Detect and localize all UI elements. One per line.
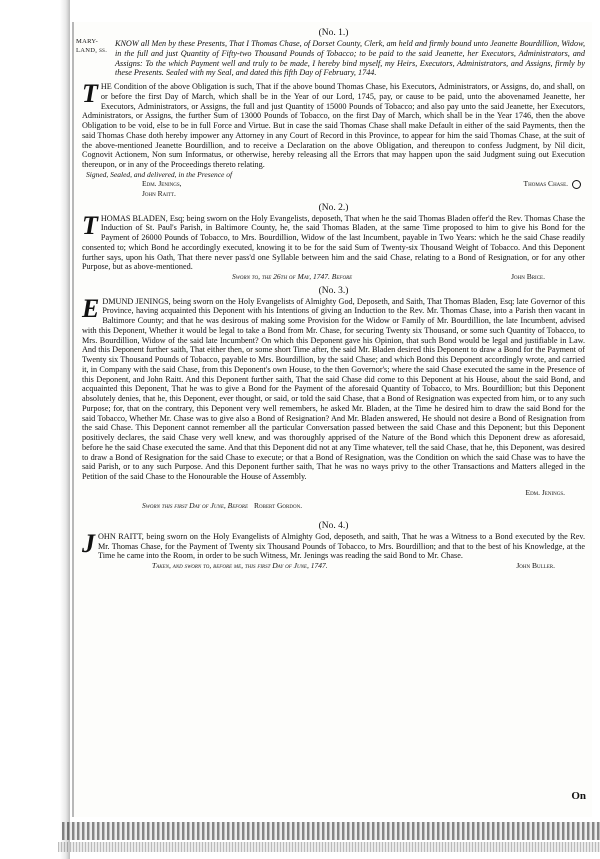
document-3-number: (No. 3.)	[318, 285, 349, 296]
witness-2: John Raitt.	[142, 189, 176, 199]
sworn-row	[82, 501, 585, 511]
page-content	[76, 28, 585, 571]
document-1	[76, 28, 585, 199]
scan-edge-shadow	[62, 822, 600, 840]
document-1-number: (No. 1.)	[318, 28, 349, 38]
witness-2-row	[82, 189, 585, 199]
document-4	[82, 521, 585, 571]
deposition-text: HOMAS BLADEN, Esq; being sworn on the Holy Evangelists, deposeth, That when he the said Thomas Bladen offer'd the Rev. Thomas Chase the Induction of St. Paul's Parish, in Baltimore County, he, the said Thomas Bladen, at the same Time proposed to him to give his Bond for the Payment of 26000 Pounds of Tobacco, to Mrs. Bourdillion, Widow of the last Incumbent, payable in Two Years: which he the said Chase readily consented to; which Bond he accordingly executed, knowing it to be for the said Sum of Twenty-six Thousand Weight of Tobacco. And this Deponent further says, upon his Oath, That there never pass'd one Syllable between him and the said Chase, relating to a Bond of Resignation, or for any other Purpose, but as above-mentioned.	[82, 213, 585, 272]
sworn-row	[82, 272, 585, 282]
sworn-row	[82, 561, 585, 571]
condition-text: HE Condition of the above Obligation is such, That if the above bound Thomas Chase, his Executors, Administrators, or Assigns, do, and shall, on or before the first Day of March, which shall be in the Year of our Lord, 1745, pay, or cause to be paid, unto the abovenamed Jeanette, her Executors, Administrators, or Assigns, the full and just Quantity of 15000 Pounds of Tobacco; and also pay unto the said Jeanette, her Executors, Administrators, or Assigns, the further Sum of 13000 Pounds of Tobacco, on the first Day of March, which shall be in the Year 1746, then the above Obligation to be void, else to be in full Force and Virtue. But in case the said Thomas Chase shall make Default in either of the said Payments, then the said Thomas Chase doth hereby impower any Attorney in any Court of Record in this Province, to appear for him the said Thomas Chase, at the suit of the above-mentioned Jeanette Bourdillion, and to receive a Declaration on the above Obligation, and thereupon to confess Judgment, by Nil dicit, Cognovit Actionem, Non sum Informatus, or otherwise, hereby releasing all the Errors that may happen upon the said Judgment suing out Execution thereupon, or in any of the Proceedings thereto relating.	[82, 82, 585, 169]
deposition-text: OHN RAITT, being sworn on the Holy Evangelists of Almighty God, deposeth, and saith, That he was a Witness to a Bond executed by the Rev. Mr. Thomas Chase, for the Payment of Twenty six Thousand Pounds of Tobacco, to Mrs. Bourdillion; and that to the best of his Knowledge, at the Time he came into the Room, in order to be such Witness, Mr. Jenings was reading the said Bond to Mr. Chase.	[98, 531, 585, 561]
drop-cap: J	[82, 528, 95, 558]
document-4-number: (No. 4.)	[318, 520, 349, 531]
drop-cap: T	[82, 79, 98, 108]
deposition-text: DMUND JENINGS, being sworn on the Holy Evangelists of Almighty God, Deposeth, and Saith, That Thomas Bladen, Esq; late Governor of this Province, having acquainted this Deponent with his Intentions of giving an Induction to the Rev. Mr. Thomas Chase, into a Parish then vacant in Baltimore County; and that he was desirous of making some Provision for the Widow or Family of Mr. Bourdillion, the late Incumbent, advised with this Deponent, Whether it would be legal to take a Bond from Mr. Chase, for securing Twenty six Thousand, or some such Quantity of Tobacco, to Mrs. Bourdillion, Widow of the said late Incumbent? On which this Deponent gave his Opinion, that such Bond would be legal and justifiable in Law. And this Deponent further saith, That either then, or some short Time after, the said Mr. Bladen desired this Deponent to draw a Bond for the Payment of Twenty six Thousand Pounds of Tobacco, payable to Mrs. Bourdillion, by the said Chase; and which Bond this Deponent accordingly wrote, and carried it, in Company with the said Chase, from this Deponent's own House, to the then Governor's; where the said Chase executed the same in the Presence of this Deponent, and John Raitt. And this Deponent further saith, That the said Chase did come to this Deponent at his House, about the said Bond, and acquainted this Deponent, That he was to give a Bond for the Payment of the aforesaid Quantity of Tobacco, to Mrs. Bourdillion; but this Deponent absolutely denies, that he, this Deponent, ever thought, or said, or told the said Chase, that a Bond of Resignation was expected from him, or to any such Purpose; for, that on the contrary, this Deponent very well remembers, he asked Mr. Bladen, at the Time he desired him to draw the said Bond for the said Tobacco, Whether Mr. Chase was to give also a Bond of Resignation? And Mr. Bladen answered, He should not desire a Bond of Resignation from the said Chase. This Deponent cannot remember all the particular Conversation passed between the said Chase and this Deponent; but this Deponent positively declares, the said Chase very well knew, and was thoroughly apprised of the Nature of the Bond which this Deponent drew as aforesaid, before he the said Chase executed the same. And that this Deponent did not at any Time whatever, tell the said Chase, that he, this Deponent, was desired to draw a Bond of Resignation for the said Chase to execute; or that a Bond of Resignation, was the Condition on which the said Chase was to have the said Parish, or to any such Purpose. And this Deponent further saith, That he was no ways privy to the other Transactions and Matters alleged in the Petition of the said Chase to the Honourable the House of Assembly.	[82, 296, 585, 482]
officer: John Buller.	[516, 561, 555, 571]
document-2	[82, 203, 585, 282]
scan-edge-shadow-lower	[58, 842, 600, 852]
drop-cap: E	[82, 293, 100, 323]
seal-icon	[572, 180, 581, 189]
deposition-bladen	[82, 210, 585, 273]
sworn-line: Taken, and sworn to, before me, this first Day of June, 1747.	[152, 561, 328, 571]
officer: Robert Gordon.	[254, 501, 303, 511]
document-3	[82, 286, 585, 511]
officer: John Brice.	[511, 272, 545, 282]
sealed-line: Signed, Sealed, and delivered, in the Presence of	[86, 169, 233, 179]
sworn-line: Sworn to, the 26th of May, 1747. Before	[232, 272, 353, 282]
signer-row	[82, 488, 585, 498]
sworn-line: Sworn this first Day of June, Before	[142, 501, 249, 511]
scan-gutter	[0, 0, 70, 859]
bond-text: KNOW all Men by these Presents, That I Thomas Chase, of Dorset County, Clerk, am held and firmly bound unto Jeanette Bourdillion, Widow, in the full and just Quantity of Fifty-two Thousand Pounds of Tobacco; to be paid to the said Jeanette, her Executors, Administrators, and Assigns: To the which Payment well and truly to be made, I hereby bind myself, my Heirs, Executors, Administrators, and Assigns, firmly by these Presents. Sealed with my Seal, and dated this fifth Day of February, 1744.	[115, 39, 585, 78]
condition-paragraph	[82, 79, 585, 170]
deposition-raitt	[82, 528, 585, 561]
marginal-note: MARY-LAND, ss.	[76, 38, 108, 54]
deposition-jenings	[82, 293, 585, 482]
signature-row	[82, 179, 585, 189]
signer: Edm. Jenings.	[525, 487, 565, 497]
document-page	[72, 22, 592, 817]
catchword: On	[571, 790, 586, 802]
witness-1: Edm. Jenings,	[142, 179, 182, 189]
drop-cap: T	[82, 210, 98, 240]
document-2-number: (No. 2.)	[318, 202, 349, 213]
signer: Thomas Chase.	[524, 179, 585, 189]
